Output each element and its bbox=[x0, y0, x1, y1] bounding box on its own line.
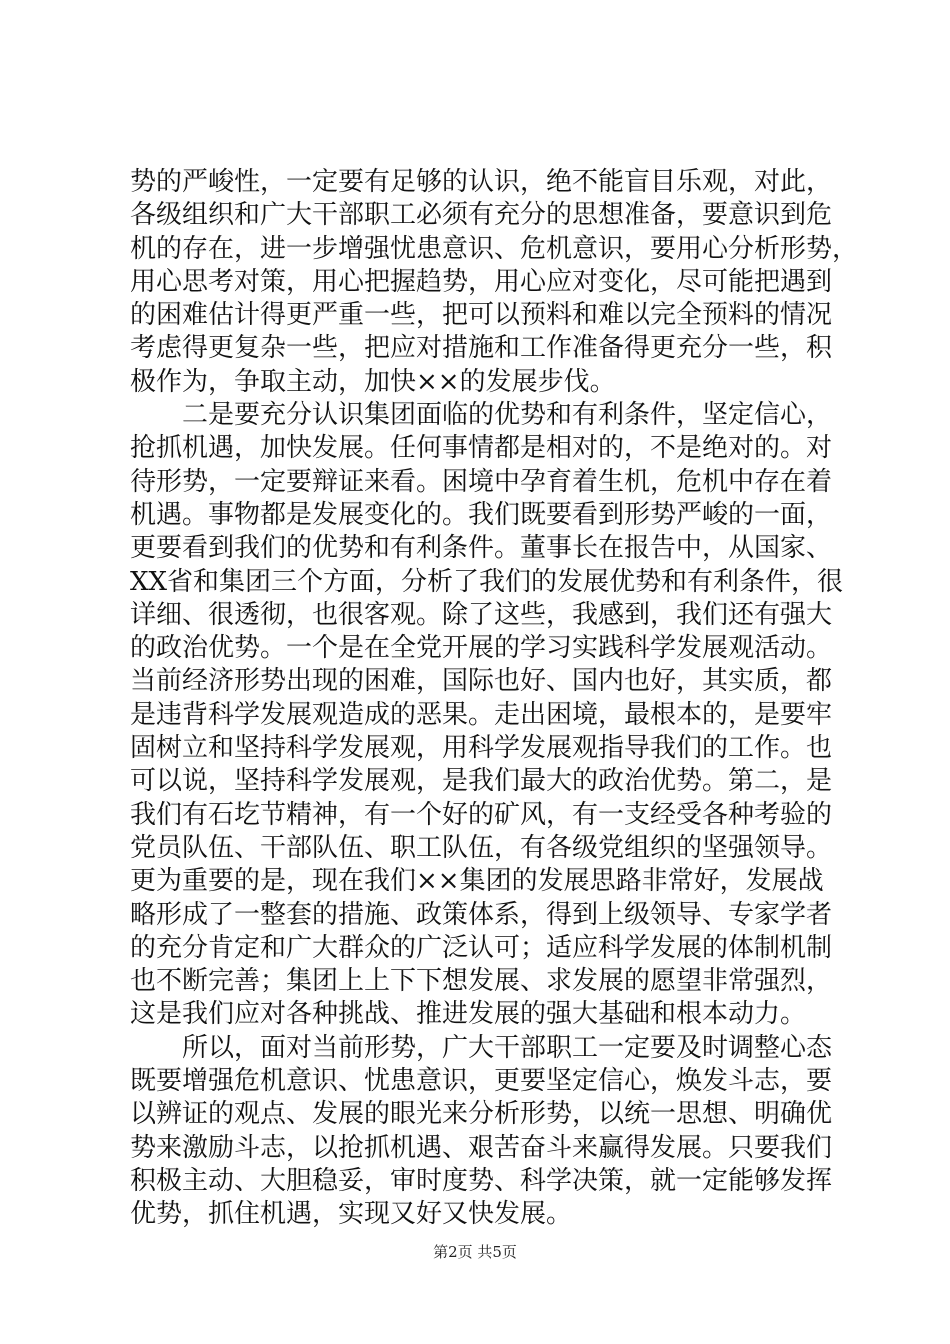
text-line: 极作为，争取主动，加快××的发展步伐。 bbox=[130, 366, 616, 397]
text-line: 以辨证的观点、发展的眼光来分析形势，以统一思想、明确优 bbox=[130, 1099, 833, 1130]
text-line: 的充分肯定和广大群众的广泛认可；适应科学发展的体制机制 bbox=[130, 932, 833, 963]
text-line: 略形成了一整套的措施、政策体系，得到上级领导、专家学者 bbox=[130, 899, 833, 930]
text-line: 势的严峻性，一定要有足够的认识，绝不能盲目乐观，对此， bbox=[130, 167, 833, 197]
text-line: 固树立和坚持科学发展观，用科学发展观指导我们的工作。也 bbox=[130, 733, 833, 764]
text-line: 优势，抓住机遇，实现又好又快发展。 bbox=[130, 1199, 573, 1230]
text-line: 是违背科学发展观造成的恶果。走出困境，最根本的，是要牢 bbox=[130, 699, 833, 730]
text-line: 的政治优势。一个是在全党开展的学习实践科学发展观活动。 bbox=[130, 633, 833, 664]
page-number-footer: 第2页 共5页 bbox=[433, 1243, 517, 1261]
text-line: 可以说，坚持科学发展观，是我们最大的政治优势。第二，是 bbox=[130, 766, 833, 797]
text-line: 积极主动、大胆稳妥，审时度势、科学决策，就一定能够发挥 bbox=[130, 1165, 833, 1196]
text-line: 我们有石圪节精神，有一个好的矿风，有一支经受各种考验的 bbox=[130, 799, 833, 830]
text-line: 机遇。事物都是发展变化的。我们既要看到形势严峻的一面， bbox=[130, 499, 833, 530]
text-line: 的困难估计得更严重一些，把可以预料和难以完全预料的情况 bbox=[130, 300, 833, 331]
text-line: 机的存在，进一步增强忧患意识、危机意识，要用心分析形势， bbox=[130, 233, 859, 264]
text-line: 既要增强危机意识、忧患意识，更要坚定信心，焕发斗志，要 bbox=[130, 1066, 833, 1097]
text-line: 这是我们应对各种挑战、推进发展的强大基础和根本动力。 bbox=[130, 999, 807, 1030]
text-line: 详细、很透彻，也很客观。除了这些，我感到，我们还有强大 bbox=[130, 599, 833, 630]
text-line: 待形势，一定要辩证来看。困境中孕育着生机，危机中存在着 bbox=[130, 466, 833, 497]
text-line: XX省和集团三个方面，分析了我们的发展优势和有利条件，很 bbox=[130, 566, 844, 597]
text-line: 所以，面对当前形势，广大干部职工一定要及时调整心态 bbox=[130, 1032, 833, 1063]
text-line: 抢抓机遇，加快发展。任何事情都是相对的，不是绝对的。对 bbox=[130, 433, 833, 464]
text-line: 也不断完善；集团上上下下想发展、求发展的愿望非常强烈， bbox=[130, 966, 833, 997]
text-line: 党员队伍、干部队伍、职工队伍，有各级党组织的坚强领导。 bbox=[130, 832, 833, 863]
text-line: 势来激励斗志，以抢抓机遇、艰苦奋斗来赢得发展。只要我们 bbox=[130, 1132, 833, 1163]
text-line: 当前经济形势出现的困难，国际也好、国内也好，其实质，都 bbox=[130, 666, 833, 697]
text-line: 考虑得更复杂一些，把应对措施和工作准备得更充分一些，积 bbox=[130, 333, 833, 364]
body-text bbox=[130, 166, 859, 1232]
text-line: 各级组织和广大干部职工必须有充分的思想准备，要意识到危 bbox=[130, 200, 833, 231]
text-line: 用心思考对策，用心把握趋势，用心应对变化，尽可能把遇到 bbox=[130, 266, 833, 297]
text-line: 更为重要的是，现在我们××集团的发展思路非常好，发展战 bbox=[130, 866, 824, 897]
text-line: 二是要充分认识集团面临的优势和有利条件，坚定信心， bbox=[130, 400, 833, 431]
text-line: 更要看到我们的优势和有利条件。董事长在报告中，从国家、 bbox=[130, 533, 833, 564]
